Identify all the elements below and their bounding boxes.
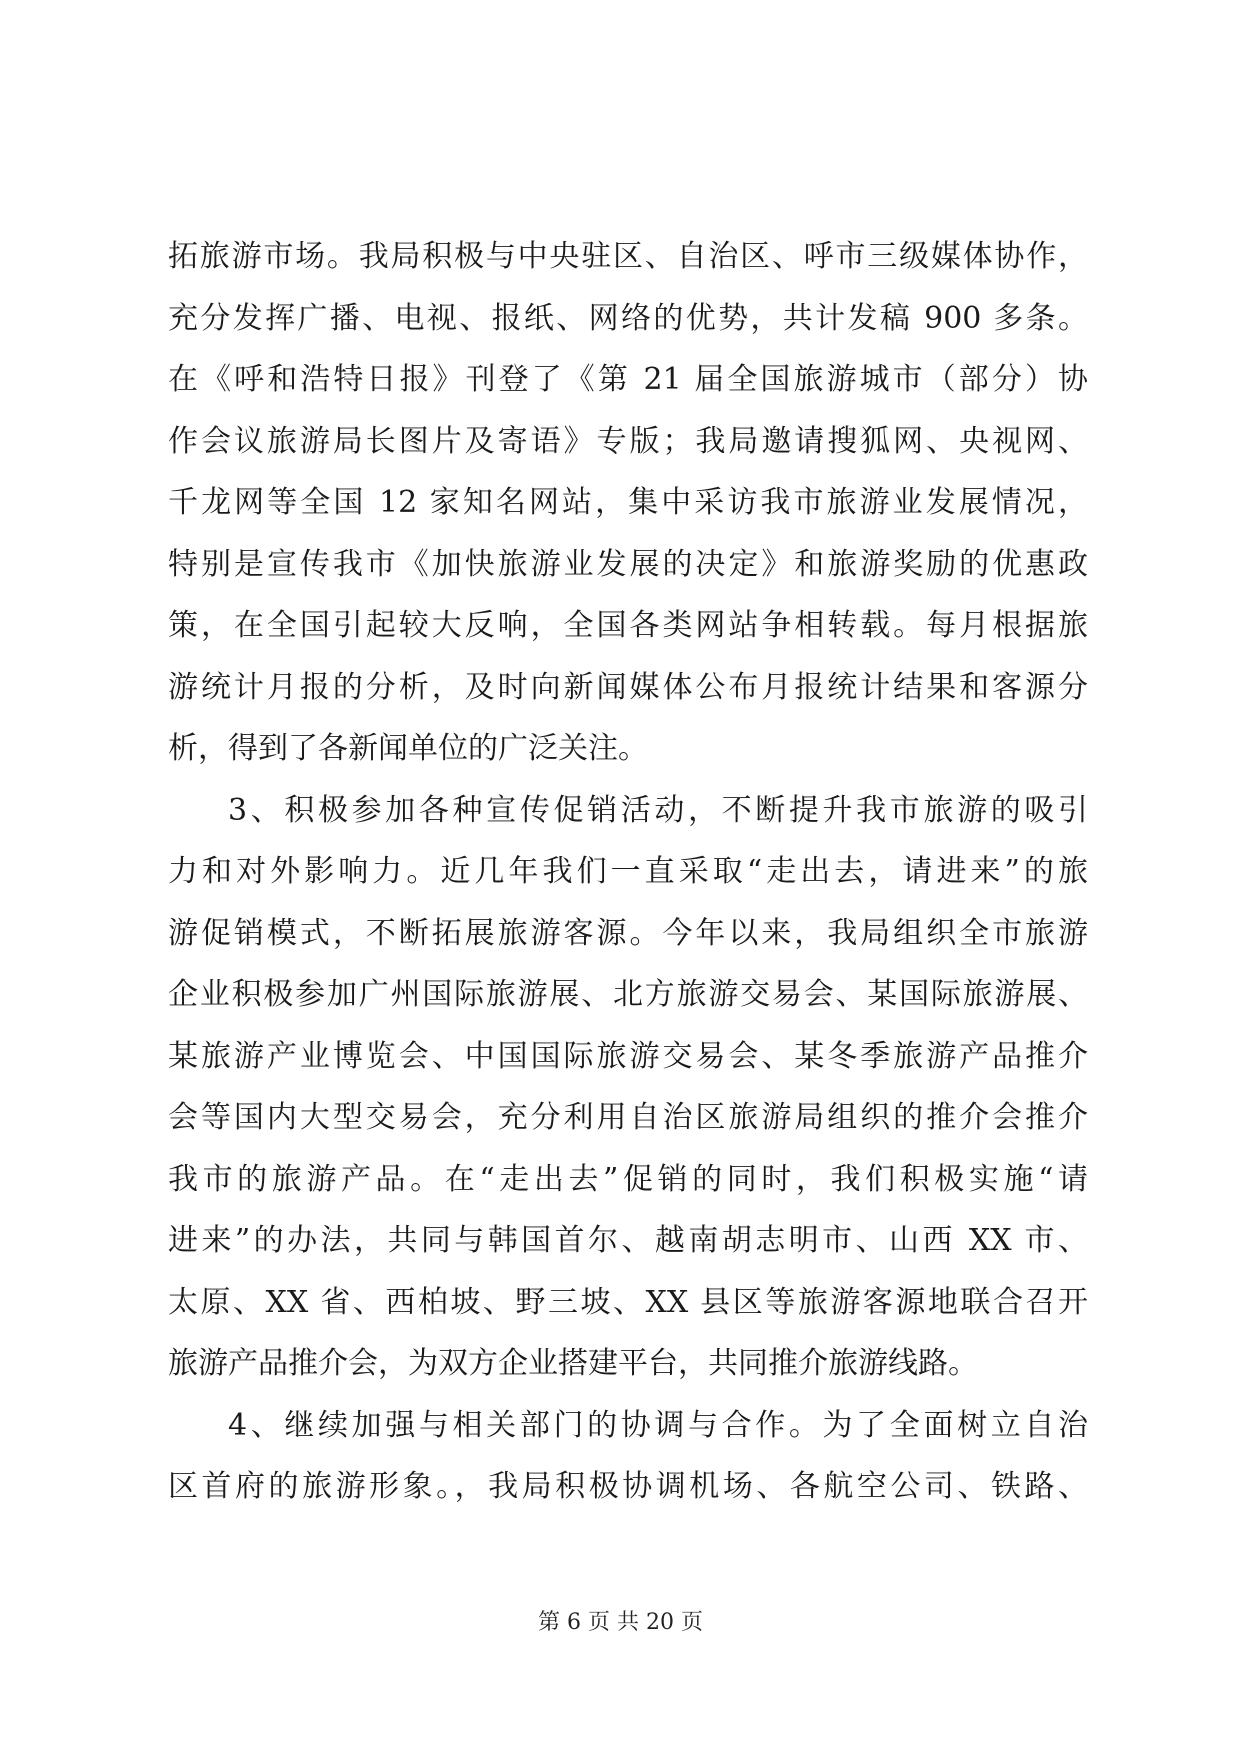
text-line: 策，在全国引起较大反响，全国各类网站争相转载。每月根据旅	[168, 608, 1088, 643]
text-line: 游统计月报的分析，及时向新闻媒体公布月报统计结果和客源分	[168, 669, 1088, 705]
page-footer: 第 6 页 共 20 页	[538, 1610, 703, 1635]
paragraph-4-start: 4、继续加强与相关部门的协调与合作。为了全面树立自治	[228, 1407, 1088, 1443]
text-line: 特别是宣传我市《加快旅游业发展的决定》和旅游奖励的优惠政	[168, 546, 1088, 582]
text-line: 析，得到了各新闻单位的广泛关注。	[168, 731, 648, 766]
text-line: 作会议旅游局长图片及寄语》专版；我局邀请搜狐网、央视网、	[168, 423, 1088, 459]
text-line: 进来”的办法，共同与韩国首尔、越南胡志明市、山西 XX 市、	[168, 1223, 1088, 1258]
text-line: 力和对外影响力。近几年我们一直采取“走出去，请进来”的旅	[168, 854, 1088, 889]
text-line: 充分发挥广播、电视、报纸、网络的优势，共计发稿 900 多条。	[168, 300, 1088, 336]
text-line: 会等国内大型交易会，充分利用自治区旅游局组织的推介会推介	[168, 1100, 1088, 1135]
text-line: 区首府的旅游形象。，我局积极协调机场、各航空公司、铁路、	[168, 1469, 1088, 1504]
text-line: 企业积极参加广州国际旅游展、北方旅游交易会、某国际旅游展、	[168, 977, 1088, 1012]
text-line: 我市的旅游产品。在“走出去”促销的同时，我们积极实施“请	[168, 1161, 1088, 1197]
paragraph-3-start: 3、积极参加各种宣传促销活动，不断提升我市旅游的吸引	[228, 792, 1088, 828]
text-line: 游促销模式，不断拓展旅游客源。今年以来，我局组织全市旅游	[168, 915, 1088, 951]
text-line: 旅游产品推介会，为双方企业搭建平台，共同推介旅游线路。	[168, 1346, 978, 1381]
text-line: 某旅游产业博览会、中国国际旅游交易会、某冬季旅游产品推介	[168, 1038, 1088, 1074]
text-line: 拓旅游市场。我局积极与中央驻区、自治区、呼市三级媒体协作，	[168, 239, 1088, 274]
body-text	[168, 226, 1088, 1518]
text-line: 千龙网等全国 12 家知名网站，集中采访我市旅游业发展情况，	[168, 485, 1088, 520]
text-line: 太原、XX 省、西柏坡、野三坡、XX 县区等旅游客源地联合召开	[168, 1284, 1088, 1320]
text-line: 在《呼和浩特日报》刊登了《第 21 届全国旅游城市（部分）协	[168, 362, 1088, 397]
